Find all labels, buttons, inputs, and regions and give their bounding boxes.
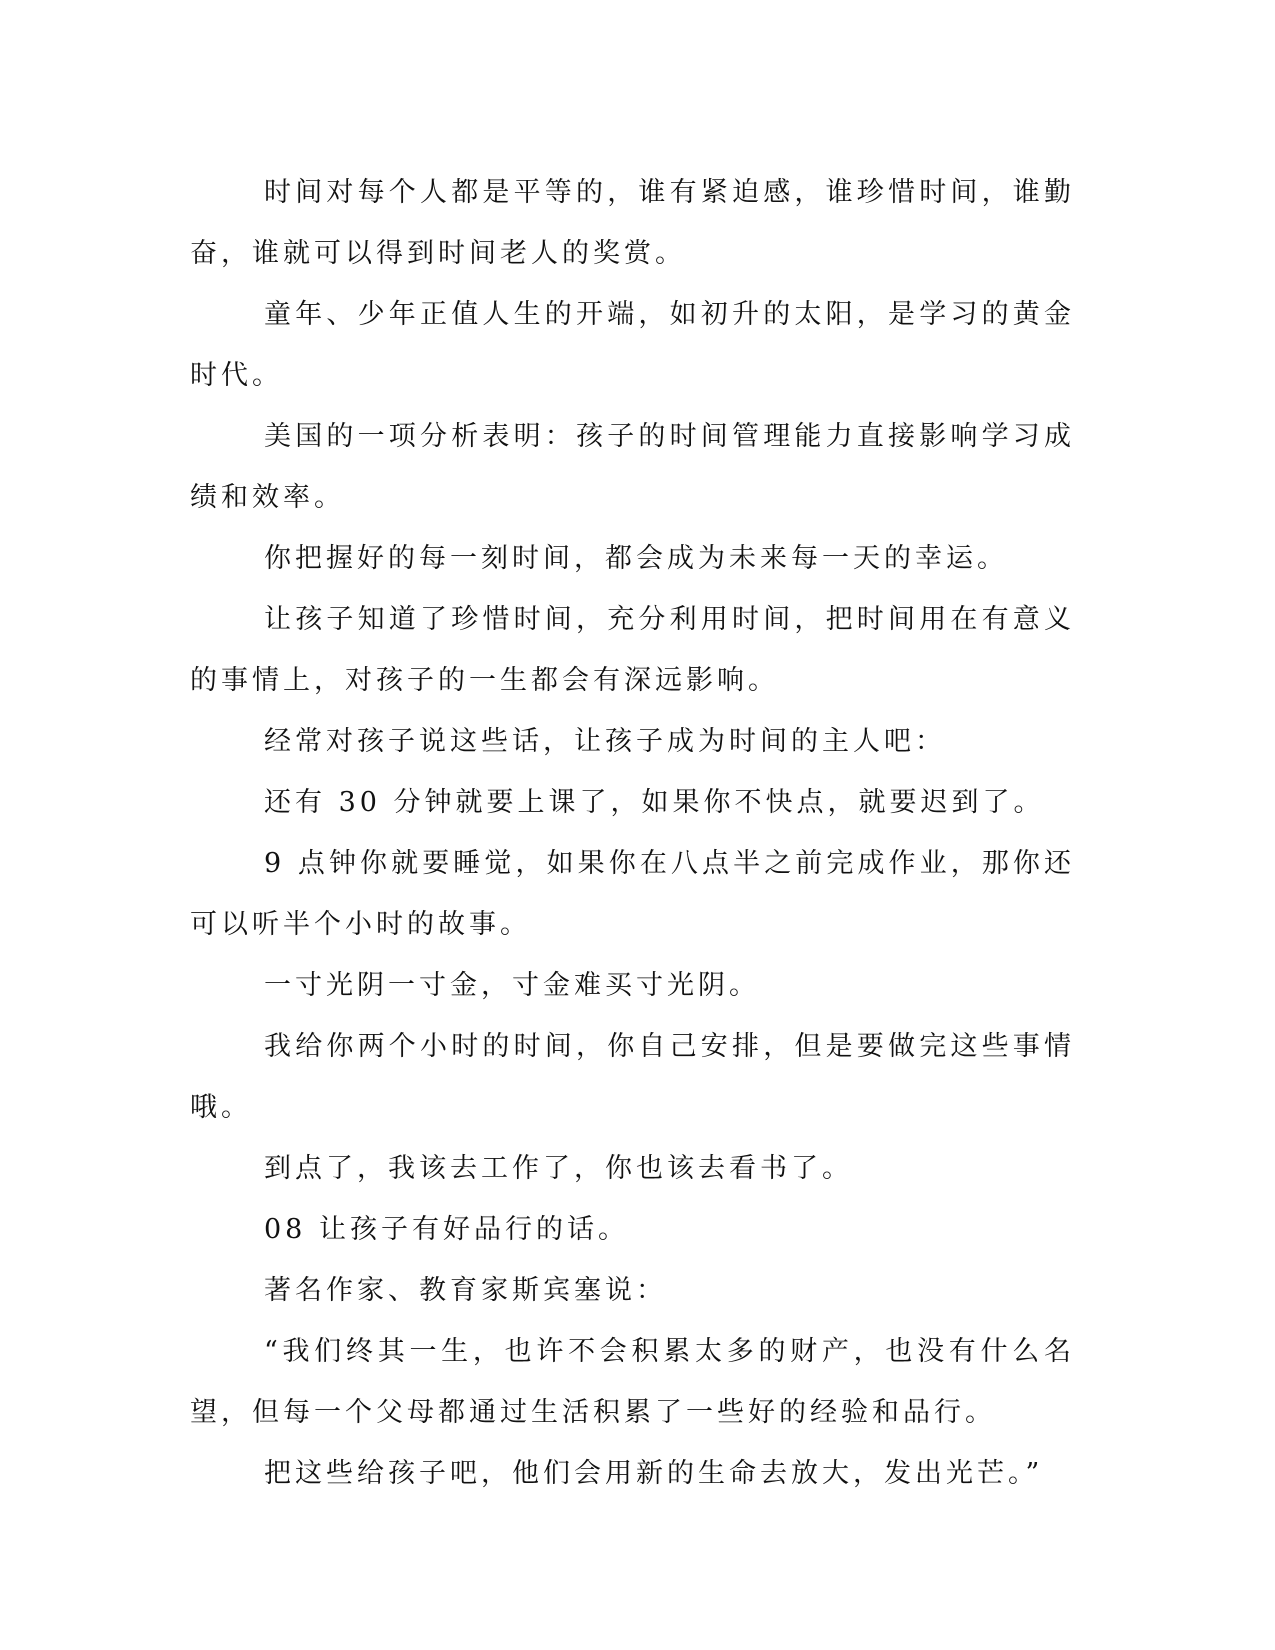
paragraph: “我们终其一生，也许不会积累太多的财产，也没有什么名望，但每一个父母都通过生活积累了一些好的经验和品行。	[190, 1336, 1075, 1428]
paragraph: 你把握好的每一刻时间，都会成为未来每一天的幸运。	[264, 543, 1008, 574]
paragraph: 9 点钟你就要睡觉，如果你在八点半之前完成作业，那你还可以听半个小时的故事。	[190, 848, 1075, 940]
paragraph: 美国的一项分析表明：孩子的时间管理能力直接影响学习成绩和效率。	[190, 421, 1075, 513]
paragraph: 童年、少年正值人生的开端，如初升的太阳，是学习的黄金时代。	[190, 299, 1075, 391]
paragraph: 我给你两个小时的时间，你自己安排，但是要做完这些事情哦。	[190, 1031, 1075, 1123]
paragraph: 还有 30 分钟就要上课了，如果你不快点，就要迟到了。	[264, 787, 1045, 818]
paragraph: 经常对孩子说这些话，让孩子成为时间的主人吧：	[264, 726, 946, 757]
paragraph: 08 让孩子有好品行的话。	[264, 1214, 629, 1245]
document-body	[190, 162, 1075, 1504]
paragraph: 著名作家、教育家斯宾塞说：	[264, 1275, 667, 1306]
paragraph: 到点了，我该去工作了，你也该去看书了。	[264, 1153, 853, 1184]
paragraph: 一寸光阴一寸金，寸金难买寸光阴。	[264, 970, 760, 1001]
paragraph: 让孩子知道了珍惜时间，充分利用时间，把时间用在有意义的事情上，对孩子的一生都会有深远影响。	[190, 604, 1075, 696]
paragraph: 时间对每个人都是平等的，谁有紧迫感，谁珍惜时间，谁勤奋，谁就可以得到时间老人的奖赏。	[190, 177, 1075, 269]
paragraph: 把这些给孩子吧，他们会用新的生命去放大，发出光芒。”	[264, 1458, 1044, 1489]
